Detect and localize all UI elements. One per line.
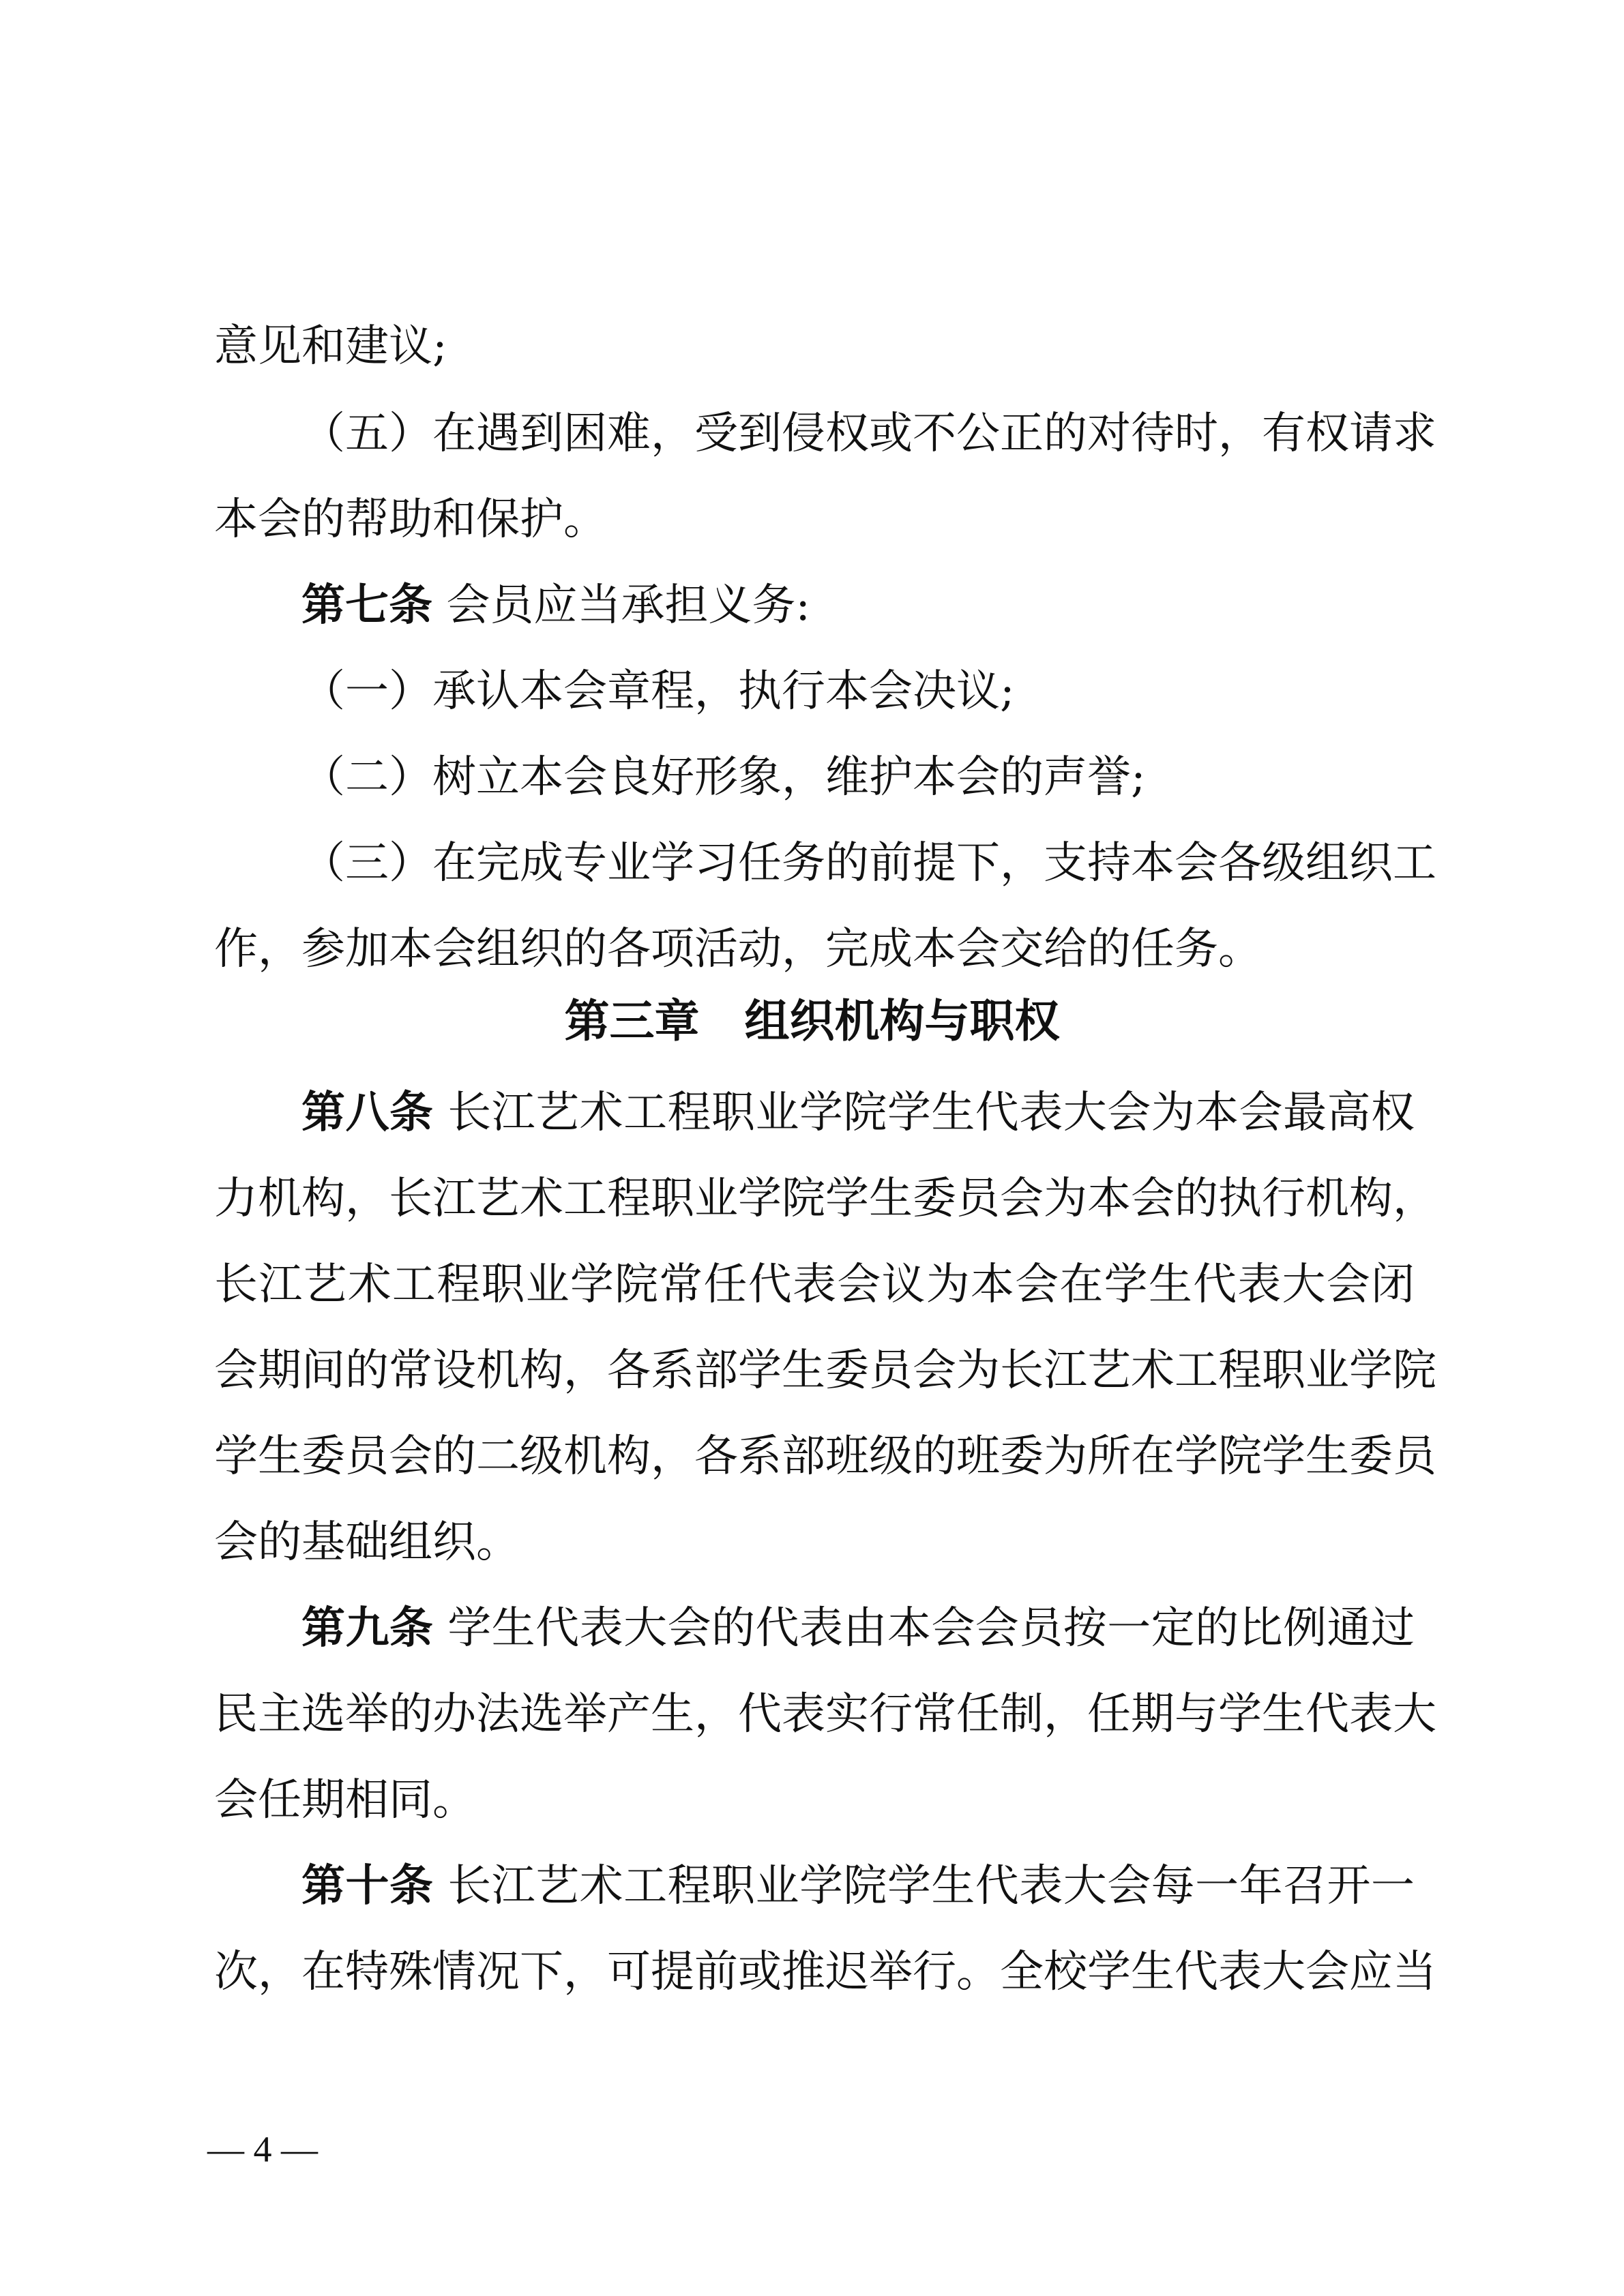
text-line: 长江艺术工程职业学院常任代表会议为本会在学生代表大会闭 bbox=[214, 1259, 1415, 1310]
text-line: 作，参加本会组织的各项活动，完成本会交给的任务。 bbox=[214, 924, 1262, 974]
text-line: 民主选举的办法选举产生，代表实行常任制，任期与学生代表大 bbox=[214, 1689, 1436, 1740]
text-line: （三）在完成专业学习任务的前提下，支持本会各级组织工 bbox=[301, 838, 1436, 889]
page-number: — 4 — bbox=[207, 2129, 318, 2170]
article-10 bbox=[301, 1859, 1415, 1913]
article-9 bbox=[301, 1601, 1415, 1656]
article-label: 第八条 bbox=[301, 1088, 434, 1138]
text-line: 次，在特殊情况下，可提前或推迟举行。全校学生代表大会应当 bbox=[214, 1947, 1436, 1997]
article-label: 第七条 bbox=[301, 580, 432, 631]
text-line: 本会的帮助和保护。 bbox=[214, 494, 607, 545]
article-text: 长江艺术工程职业学院学生代表大会每一年召开一 bbox=[447, 1861, 1415, 1911]
article-text: 学生代表大会的代表由本会会员按一定的比例通过 bbox=[447, 1603, 1415, 1654]
article-8 bbox=[301, 1086, 1415, 1140]
text-line: 会期间的常设机构，各系部学生委员会为长江艺术工程职业学院 bbox=[214, 1345, 1436, 1396]
text-line: 会的基础组织。 bbox=[214, 1517, 520, 1568]
text-line: 力机构，长江艺术工程职业学院学生委员会为本会的执行机构， bbox=[214, 1174, 1436, 1224]
text-line: 意见和建议; bbox=[214, 321, 447, 372]
article-text: 长江艺术工程职业学院学生代表大会为本会最高权 bbox=[447, 1088, 1415, 1138]
text-line: （二）树立本会良好形象，维护本会的声誉; bbox=[301, 752, 1146, 803]
article-7 bbox=[301, 578, 1415, 633]
article-text: 会员应当承担义务: bbox=[446, 580, 810, 631]
text-line: 会任期相同。 bbox=[214, 1775, 476, 1825]
text-line: （一）承认本会章程，执行本会决议; bbox=[301, 666, 1015, 717]
chapter-heading: 第三章 组织机构与职权 bbox=[564, 995, 1060, 1047]
text-line: 学生委员会的二级机构，各系部班级的班委为所在学院学生委员 bbox=[214, 1431, 1436, 1482]
article-label: 第十条 bbox=[301, 1861, 434, 1911]
article-label: 第九条 bbox=[301, 1603, 434, 1654]
text-line: （五）在遇到困难，受到侵权或不公正的对待时，有权请求 bbox=[301, 408, 1436, 459]
